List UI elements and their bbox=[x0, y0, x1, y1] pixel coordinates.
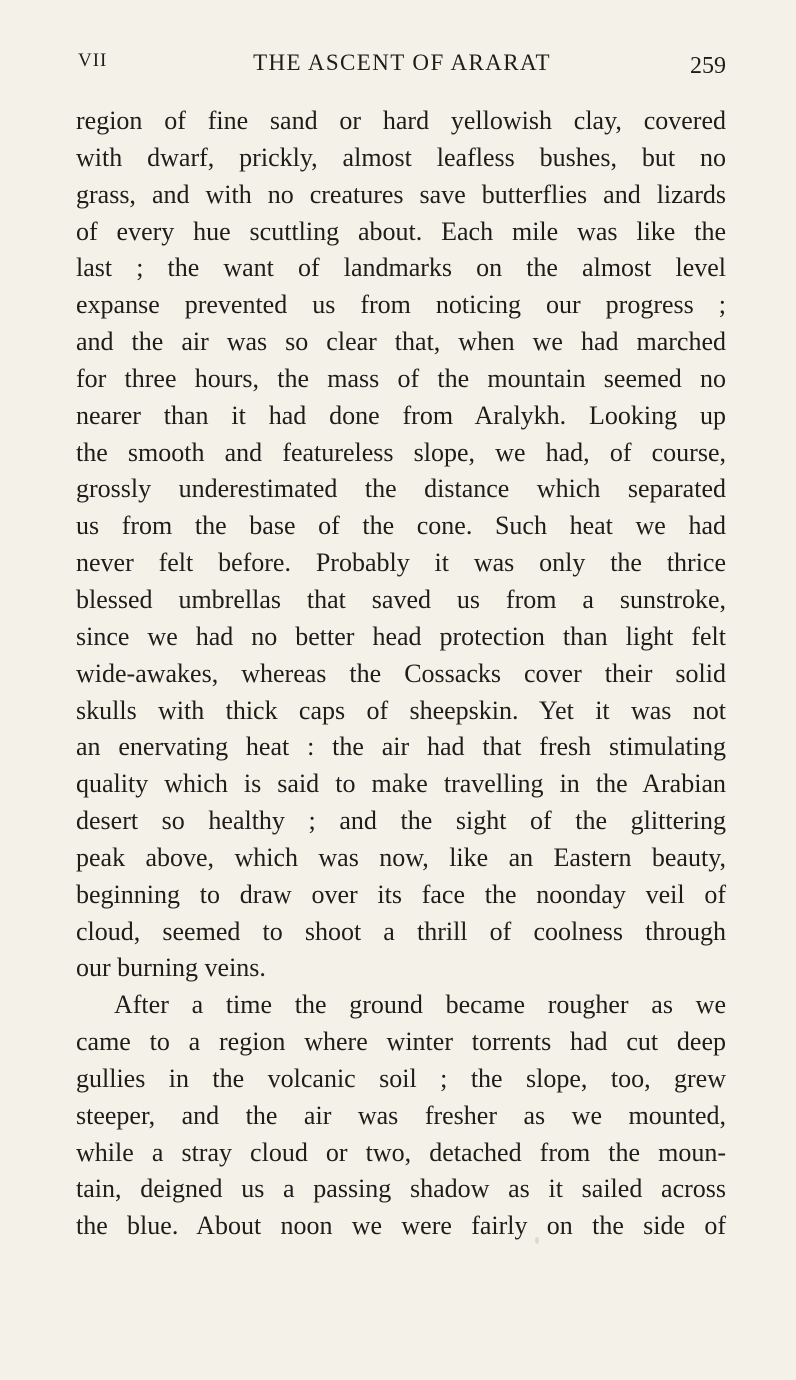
running-header bbox=[78, 50, 726, 84]
text-line: tain, deigned us a passing shadow as it sailed across bbox=[76, 1174, 726, 1204]
text-line: nearer than it had done from Aralykh. Looking up bbox=[76, 400, 726, 430]
page-number: 259 bbox=[690, 53, 726, 79]
text-line: while a stray cloud or two, detached from the moun- bbox=[76, 1137, 726, 1167]
text-line: last ; the want of landmarks on the almost level bbox=[76, 253, 726, 283]
chapter-number: VII bbox=[78, 50, 108, 71]
text-line: and the air was so clear that, when we had marched bbox=[76, 327, 726, 357]
text-line: skulls with thick caps of sheepskin. Yet it was not bbox=[76, 695, 726, 725]
paper-speck bbox=[535, 1237, 539, 1244]
text-line: grass, and with no creatures save butterflies and lizards bbox=[76, 179, 726, 209]
text-line: peak above, which was now, like an Eastern beauty, bbox=[76, 842, 726, 872]
text-line: with dwarf, prickly, almost leafless bushes, but no bbox=[76, 142, 726, 172]
text-line: region of fine sand or hard yellowish clay, covered bbox=[76, 106, 726, 135]
text-line: After a time the ground became rougher as we bbox=[114, 990, 726, 1020]
text-line: desert so healthy ; and the sight of the glittering bbox=[76, 806, 726, 836]
running-title: THE ASCENT OF ARARAT bbox=[253, 50, 551, 75]
text-line: the blue. About noon we were fairly on the side of bbox=[76, 1211, 726, 1241]
text-line: never felt before. Probably it was only the thrice bbox=[76, 548, 726, 578]
text-line: blessed umbrellas that saved us from a sunstroke, bbox=[76, 584, 726, 614]
text-line: beginning to draw over its face the noonday veil of bbox=[76, 879, 726, 909]
text-line: gullies in the volcanic soil ; the slope, too, grew bbox=[76, 1063, 726, 1093]
text-line: our burning veins. bbox=[76, 953, 266, 983]
text-line: expanse prevented us from noticing our progress ; bbox=[76, 290, 726, 320]
body-text bbox=[76, 103, 726, 1245]
text-line: us from the base of the cone. Such heat we had bbox=[76, 511, 726, 541]
text-line: an enervating heat : the air had that fresh stimulating bbox=[76, 732, 726, 762]
text-line: wide-awakes, whereas the Cossacks cover their solid bbox=[76, 658, 726, 688]
text-line: of every hue scuttling about. Each mile was like the bbox=[76, 216, 726, 246]
text-line: cloud, seemed to shoot a thrill of coolness through bbox=[76, 916, 726, 946]
text-line: quality which is said to make travelling in the Arabian bbox=[76, 769, 726, 799]
text-line: grossly underestimated the distance which separated bbox=[76, 474, 726, 504]
text-line: for three hours, the mass of the mountain seemed no bbox=[76, 363, 726, 393]
text-line: steeper, and the air was fresher as we mounted, bbox=[76, 1100, 726, 1130]
text-line: since we had no better head protection than light felt bbox=[76, 621, 726, 651]
text-line: came to a region where winter torrents had cut deep bbox=[76, 1027, 726, 1057]
text-line: the smooth and featureless slope, we had, of course, bbox=[76, 437, 726, 467]
